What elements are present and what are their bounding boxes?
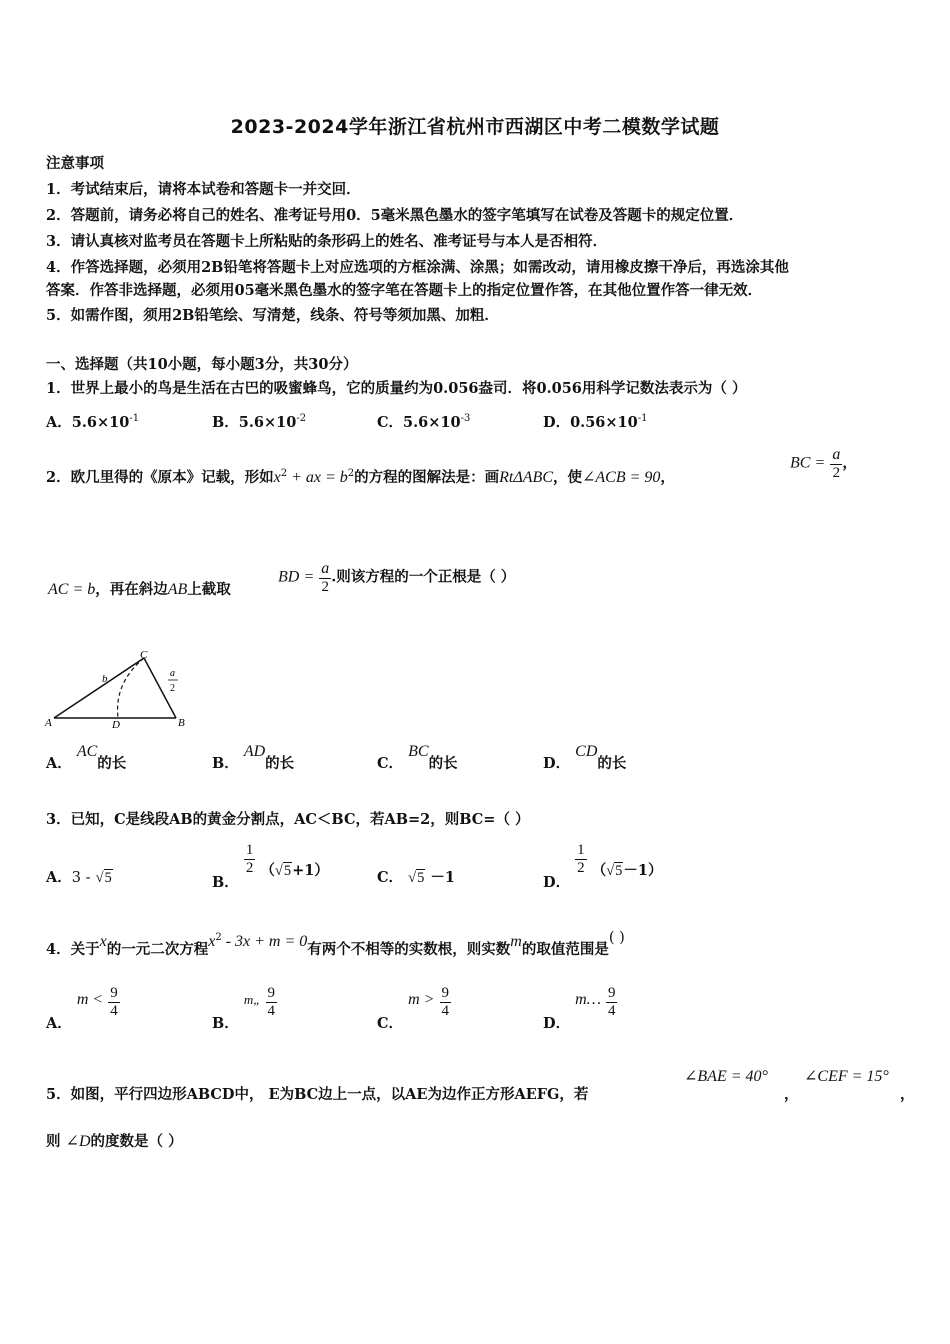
page-title: 2023-2024学年浙江省杭州市西湖区中考二模数学试题 <box>230 116 720 138</box>
q2-bc-expression: BC = $\frac{a}{2}$ ， <box>790 446 857 481</box>
question-5-line-1: 5．如图，平行四边形ABCD中， E为BC边上一点，以AE为边作正方形AEFG，若 <box>46 1086 589 1103</box>
question-3-stem: 3．已知，C是线段AB的黄金分割点，AC＜BC，若AB=2，则BC=（ ） <box>46 811 530 828</box>
notice-item-3: 3．请认真核对监考员在答题卡上所粘贴的条形码上的姓名、准考证号与本人是否相符． <box>46 233 608 250</box>
q4-option-d: D． m… $\frac{9}{4}$ <box>543 985 616 1032</box>
q3-option-b: B． $\frac{1}{2}$ （√5+1） <box>212 842 329 891</box>
q2-triangle-figure <box>44 648 194 730</box>
side-ac <box>54 658 144 718</box>
label-side-b: b <box>102 673 108 685</box>
question-1-stem: 1．世界上最小的鸟是生活在古巴的吸蜜蜂鸟，它的质量约为0.056盎司．将0.056用科学记数法表示为（ ） <box>46 380 747 397</box>
q5-end-comma: ， <box>900 1086 915 1103</box>
label-c: C <box>140 649 148 661</box>
sqrt-sign: √5 <box>95 870 112 886</box>
notice-item-4-cont: 答案．作答非选择题，必须用05毫米黑色墨水的签字笔在答题卡上的指定位置作答，在其他位置作答一律无效． <box>46 282 763 299</box>
notice-item-1: 1．考试结束后，请将本试卷和答题卡一并交回． <box>46 181 361 198</box>
q3-option-d: D． $\frac{1}{2}$ （√5－1） <box>543 842 663 891</box>
q5-angle-cef: ∠CEF = 15° <box>804 1068 889 1085</box>
q4-option-b: B． m„ $\frac{9}{4}$ <box>212 985 276 1032</box>
q5-angle-bae: ∠BAE = 40° <box>684 1068 768 1085</box>
q1-option-b: B．$5.6\times 10^{-2}$ <box>212 413 307 431</box>
q2-bd-expression: BD = $\frac{a}{2}$ .则该方程的一个正根是（ ） <box>278 560 516 595</box>
q2-option-d: D． CD的长 <box>543 743 627 772</box>
q3-b-fraction: $\frac{1}{2}$ <box>245 842 254 876</box>
q2-bd-fraction: $\frac{a}{2}$ <box>321 560 330 595</box>
q3-d-fraction: $\frac{1}{2}$ <box>577 842 585 876</box>
question-5-line-2: 则 ∠D的度数是（ ） <box>46 1133 183 1150</box>
notice-heading: 注意事项 <box>46 155 104 172</box>
q2-option-b: B． AD的长 <box>212 743 295 772</box>
q2-bc-fraction: $\frac{a}{2}$ <box>832 446 841 481</box>
notice-item-5: 5．如需作图，须用2B铅笔绘、写清楚，线条、符号等须加黑、加粗． <box>46 307 499 324</box>
q2-option-a: A． AC的长 <box>46 743 127 772</box>
q1-option-c: C．$5.6\times 10^{-3}$ <box>377 413 471 431</box>
q5-separator: ， <box>784 1086 799 1103</box>
label-side-2: 2 <box>170 683 175 694</box>
q1-option-d: D．$0.56\times 10^{-1}$ <box>543 413 648 431</box>
question-4-stem: 4．关于x的一元二次方程$x^2 - 3x + m = 0$有两个不相等的实数根，则实数m的取值范围是( ) <box>46 930 625 958</box>
label-d: D <box>112 719 120 730</box>
section-heading: 一、选择题（共10小题，每小题3分，共30分） <box>46 356 358 373</box>
notice-item-2: 2．答题前，请务必将自己的姓名、准考证号用0．5毫米黑色墨水的签字笔填写在试卷及答题卡的规定位置． <box>46 207 744 224</box>
label-side-a: a <box>170 668 175 679</box>
label-b: B <box>178 717 185 729</box>
q3-option-a: A．3 - √5 <box>46 869 112 886</box>
question-2-line-2: AC = b，再在斜边AB上截取 <box>48 581 231 598</box>
q4-option-c: C． m > $\frac{9}{4}$ <box>377 985 450 1032</box>
q4-option-a: A． m < $\frac{9}{4}$ <box>46 985 118 1032</box>
notice-item-4: 4．作答选择题，必须用2B铅笔将答题卡上对应选项的方框涂满、涂黑；如需改动，请用橡皮擦干净后，再选涂其他 <box>46 259 789 276</box>
q2-option-c: C． BC的长 <box>377 743 458 772</box>
label-a: A <box>45 717 52 729</box>
q1-option-a: A．$5.6\times 10^{-1}$ <box>46 413 140 431</box>
q3-option-c: C． √5 －1 <box>377 869 455 886</box>
question-2-line-1: 2．欧几里得的《原本》记载，形如$x^2$ + ax = $b^2$的方程的图解法是：画RtΔABC，使∠ACB = 90， <box>46 468 675 486</box>
